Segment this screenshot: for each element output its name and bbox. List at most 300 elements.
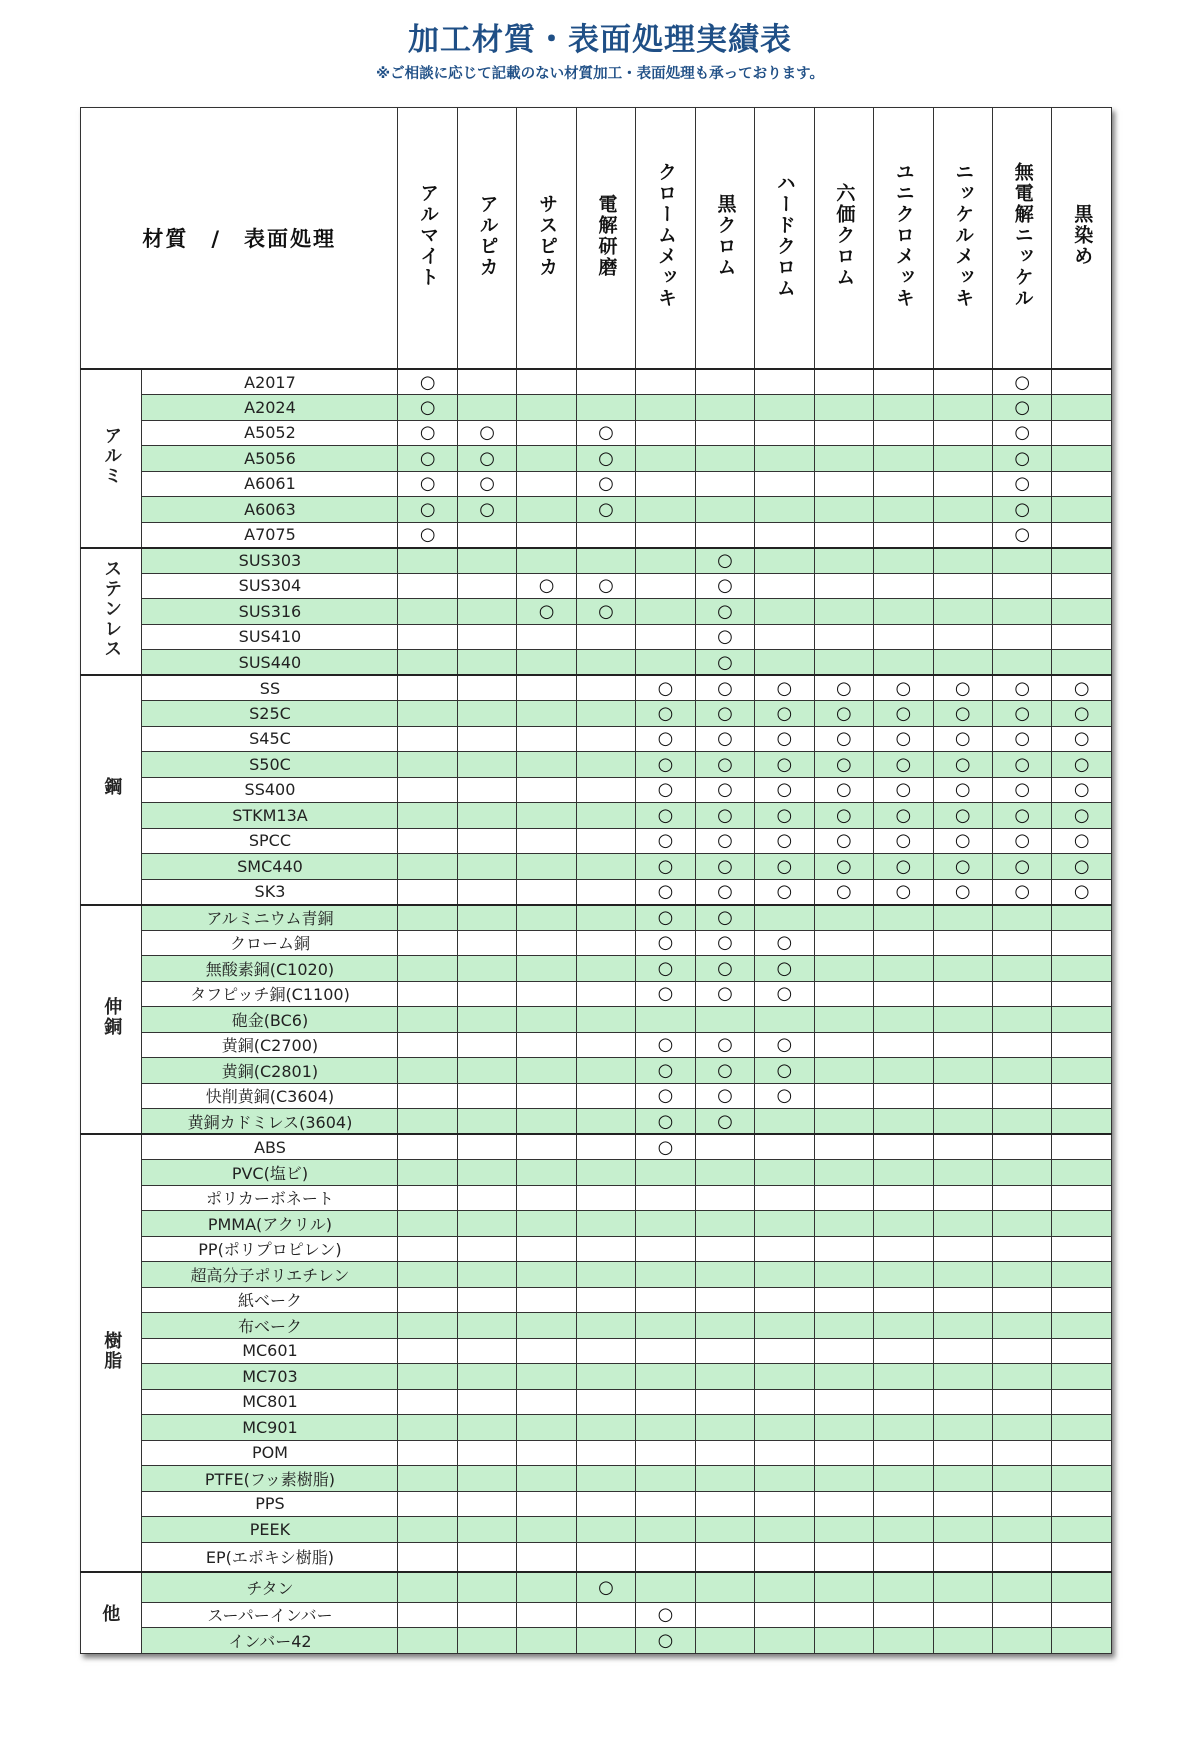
- empty-cell: [1052, 1602, 1112, 1628]
- available-mark: ○: [695, 573, 754, 599]
- available-mark: ○: [1052, 726, 1112, 752]
- empty-cell: [874, 1109, 933, 1135]
- empty-cell: [457, 650, 516, 676]
- empty-cell: [992, 1602, 1051, 1628]
- available-mark: ○: [992, 395, 1051, 421]
- available-mark: ○: [755, 777, 814, 803]
- empty-cell: [933, 1338, 992, 1364]
- material-group-label: アルミ: [101, 425, 123, 486]
- empty-cell: [874, 930, 933, 956]
- empty-cell: [457, 1389, 516, 1415]
- column-header-label: ニッケルメッキ: [952, 162, 975, 309]
- table-row: [81, 1313, 1112, 1339]
- empty-cell: [874, 395, 933, 421]
- available-mark: ○: [755, 828, 814, 854]
- available-mark: ○: [695, 777, 754, 803]
- empty-cell: [933, 573, 992, 599]
- empty-cell: [874, 905, 933, 931]
- empty-cell: [755, 522, 814, 548]
- empty-cell: [874, 1134, 933, 1160]
- table-row: [81, 369, 1112, 395]
- empty-cell: [517, 1517, 576, 1543]
- table-row: [81, 1572, 1112, 1602]
- empty-cell: [398, 854, 457, 880]
- empty-cell: [933, 1083, 992, 1109]
- empty-cell: [992, 1058, 1051, 1084]
- material-name: A6061: [142, 471, 398, 497]
- empty-cell: [992, 1491, 1051, 1517]
- empty-cell: [814, 930, 873, 956]
- empty-cell: [517, 1211, 576, 1237]
- available-mark: ○: [576, 599, 635, 625]
- empty-cell: [576, 1160, 635, 1186]
- table-body: [81, 369, 1112, 1653]
- empty-cell: [874, 981, 933, 1007]
- empty-cell: [933, 522, 992, 548]
- available-mark: ○: [517, 573, 576, 599]
- empty-cell: [398, 1134, 457, 1160]
- column-header: [576, 108, 635, 370]
- empty-cell: [517, 1313, 576, 1339]
- available-mark: ○: [874, 752, 933, 778]
- empty-cell: [992, 1160, 1051, 1186]
- material-name: 黄銅(C2700): [142, 1032, 398, 1058]
- empty-cell: [636, 420, 695, 446]
- available-mark: ○: [695, 548, 754, 574]
- empty-cell: [1052, 369, 1112, 395]
- empty-cell: [457, 1007, 516, 1033]
- empty-cell: [874, 1007, 933, 1033]
- empty-cell: [755, 1491, 814, 1517]
- table-row: [81, 1032, 1112, 1058]
- available-mark: ○: [814, 752, 873, 778]
- empty-cell: [457, 1160, 516, 1186]
- available-mark: ○: [1052, 879, 1112, 905]
- empty-cell: [517, 1109, 576, 1135]
- empty-cell: [755, 1185, 814, 1211]
- empty-cell: [517, 1338, 576, 1364]
- empty-cell: [755, 1602, 814, 1628]
- empty-cell: [814, 624, 873, 650]
- empty-cell: [517, 1262, 576, 1288]
- available-mark: ○: [1052, 701, 1112, 727]
- empty-cell: [992, 1109, 1051, 1135]
- available-mark: ○: [755, 675, 814, 701]
- empty-cell: [755, 497, 814, 523]
- material-group-label: 他: [102, 1603, 121, 1625]
- empty-cell: [814, 573, 873, 599]
- available-mark: ○: [992, 497, 1051, 523]
- empty-cell: [755, 1440, 814, 1466]
- empty-cell: [636, 1236, 695, 1262]
- available-mark: ○: [636, 1134, 695, 1160]
- empty-cell: [1052, 1628, 1112, 1654]
- empty-cell: [457, 1032, 516, 1058]
- empty-cell: [517, 548, 576, 574]
- available-mark: ○: [695, 599, 754, 625]
- empty-cell: [398, 1338, 457, 1364]
- empty-cell: [933, 1134, 992, 1160]
- available-mark: ○: [457, 471, 516, 497]
- available-mark: ○: [695, 1083, 754, 1109]
- available-mark: ○: [398, 471, 457, 497]
- available-mark: ○: [992, 752, 1051, 778]
- empty-cell: [576, 854, 635, 880]
- empty-cell: [992, 1628, 1051, 1654]
- empty-cell: [1052, 930, 1112, 956]
- available-mark: ○: [814, 726, 873, 752]
- material-group: [81, 675, 142, 905]
- empty-cell: [755, 599, 814, 625]
- available-mark: ○: [398, 446, 457, 472]
- empty-cell: [1052, 1542, 1112, 1572]
- empty-cell: [933, 650, 992, 676]
- table-row: [81, 854, 1112, 880]
- empty-cell: [933, 624, 992, 650]
- empty-cell: [398, 1160, 457, 1186]
- column-header-label: ハードクロム: [773, 172, 796, 299]
- empty-cell: [576, 624, 635, 650]
- available-mark: ○: [695, 624, 754, 650]
- empty-cell: [636, 1160, 695, 1186]
- material-name: MC601: [142, 1338, 398, 1364]
- empty-cell: [695, 446, 754, 472]
- corner-label: 材質 / 表面処理: [81, 108, 398, 370]
- empty-cell: [576, 1185, 635, 1211]
- empty-cell: [1052, 1109, 1112, 1135]
- empty-cell: [457, 1287, 516, 1313]
- empty-cell: [695, 1134, 754, 1160]
- material-group-label: 鋼: [101, 777, 123, 798]
- material-name: PVC(塩ビ): [142, 1160, 398, 1186]
- material-name: MC703: [142, 1364, 398, 1390]
- table-row: [81, 624, 1112, 650]
- empty-cell: [517, 1542, 576, 1572]
- empty-cell: [576, 1491, 635, 1517]
- empty-cell: [636, 395, 695, 421]
- empty-cell: [755, 1572, 814, 1602]
- empty-cell: [695, 497, 754, 523]
- empty-cell: [874, 1602, 933, 1628]
- available-mark: ○: [755, 726, 814, 752]
- material-name: 超高分子ポリエチレン: [142, 1262, 398, 1288]
- empty-cell: [933, 1466, 992, 1492]
- empty-cell: [517, 1491, 576, 1517]
- empty-cell: [517, 395, 576, 421]
- empty-cell: [695, 1628, 754, 1654]
- empty-cell: [874, 1160, 933, 1186]
- material-name: ポリカーボネート: [142, 1185, 398, 1211]
- table-row: [81, 828, 1112, 854]
- material-name: POM: [142, 1440, 398, 1466]
- empty-cell: [1052, 1032, 1112, 1058]
- empty-cell: [457, 777, 516, 803]
- available-mark: ○: [874, 701, 933, 727]
- empty-cell: [874, 1364, 933, 1390]
- empty-cell: [1052, 1185, 1112, 1211]
- empty-cell: [576, 1032, 635, 1058]
- available-mark: ○: [933, 777, 992, 803]
- empty-cell: [755, 1313, 814, 1339]
- empty-cell: [814, 395, 873, 421]
- empty-cell: [814, 905, 873, 931]
- empty-cell: [755, 548, 814, 574]
- empty-cell: [814, 369, 873, 395]
- material-name: タフピッチ銅(C1100): [142, 981, 398, 1007]
- empty-cell: [874, 1313, 933, 1339]
- empty-cell: [517, 752, 576, 778]
- empty-cell: [517, 1032, 576, 1058]
- table-row: [81, 1109, 1112, 1135]
- empty-cell: [636, 1440, 695, 1466]
- material-group-label: ステンレス: [101, 558, 123, 659]
- empty-cell: [933, 395, 992, 421]
- empty-cell: [1052, 1262, 1112, 1288]
- empty-cell: [814, 1466, 873, 1492]
- table-row: [81, 1542, 1112, 1572]
- empty-cell: [933, 1628, 992, 1654]
- empty-cell: [457, 369, 516, 395]
- available-mark: ○: [992, 522, 1051, 548]
- empty-cell: [1052, 956, 1112, 982]
- empty-cell: [457, 1517, 516, 1543]
- material-name: PEEK: [142, 1517, 398, 1543]
- empty-cell: [457, 1440, 516, 1466]
- empty-cell: [695, 1007, 754, 1033]
- table-row: [81, 1287, 1112, 1313]
- empty-cell: [874, 1572, 933, 1602]
- empty-cell: [517, 1389, 576, 1415]
- available-mark: ○: [695, 1032, 754, 1058]
- empty-cell: [457, 1602, 516, 1628]
- empty-cell: [576, 1364, 635, 1390]
- available-mark: ○: [874, 726, 933, 752]
- empty-cell: [517, 803, 576, 829]
- empty-cell: [1052, 1572, 1112, 1602]
- table-row: [81, 803, 1112, 829]
- table-row: [81, 1211, 1112, 1237]
- available-mark: ○: [755, 1032, 814, 1058]
- empty-cell: [576, 1083, 635, 1109]
- empty-cell: [874, 1287, 933, 1313]
- empty-cell: [636, 650, 695, 676]
- empty-cell: [576, 956, 635, 982]
- available-mark: ○: [992, 446, 1051, 472]
- column-header-label: 電解研磨: [595, 193, 618, 278]
- material-name: インバー42: [142, 1628, 398, 1654]
- material-name: 紙ベーク: [142, 1287, 398, 1313]
- available-mark: ○: [695, 956, 754, 982]
- empty-cell: [457, 930, 516, 956]
- empty-cell: [636, 1517, 695, 1543]
- empty-cell: [1052, 1083, 1112, 1109]
- empty-cell: [755, 650, 814, 676]
- empty-cell: [576, 930, 635, 956]
- table-row: [81, 599, 1112, 625]
- empty-cell: [814, 1389, 873, 1415]
- empty-cell: [457, 1211, 516, 1237]
- empty-cell: [874, 624, 933, 650]
- table-row: [81, 1628, 1112, 1654]
- empty-cell: [695, 420, 754, 446]
- empty-cell: [695, 1542, 754, 1572]
- available-mark: ○: [992, 828, 1051, 854]
- empty-cell: [398, 1058, 457, 1084]
- available-mark: ○: [398, 497, 457, 523]
- empty-cell: [457, 1542, 516, 1572]
- available-mark: ○: [755, 803, 814, 829]
- empty-cell: [992, 573, 1051, 599]
- empty-cell: [398, 752, 457, 778]
- empty-cell: [1052, 420, 1112, 446]
- empty-cell: [992, 1262, 1051, 1288]
- empty-cell: [933, 1287, 992, 1313]
- empty-cell: [695, 471, 754, 497]
- empty-cell: [457, 1083, 516, 1109]
- empty-cell: [992, 1083, 1051, 1109]
- empty-cell: [636, 446, 695, 472]
- empty-cell: [517, 471, 576, 497]
- column-header-label: 黒染め: [1071, 204, 1094, 267]
- available-mark: ○: [398, 369, 457, 395]
- available-mark: ○: [636, 1032, 695, 1058]
- empty-cell: [814, 1415, 873, 1441]
- empty-cell: [457, 1185, 516, 1211]
- empty-cell: [755, 1517, 814, 1543]
- empty-cell: [755, 446, 814, 472]
- empty-cell: [933, 1109, 992, 1135]
- empty-cell: [398, 879, 457, 905]
- table-row: [81, 879, 1112, 905]
- empty-cell: [517, 1628, 576, 1654]
- empty-cell: [398, 905, 457, 931]
- table-row: [81, 1517, 1112, 1543]
- available-mark: ○: [874, 777, 933, 803]
- empty-cell: [933, 497, 992, 523]
- empty-cell: [933, 1032, 992, 1058]
- empty-cell: [576, 395, 635, 421]
- available-mark: ○: [755, 930, 814, 956]
- empty-cell: [457, 1262, 516, 1288]
- material-group-label: 樹脂: [101, 1330, 123, 1371]
- available-mark: ○: [695, 905, 754, 931]
- empty-cell: [576, 1058, 635, 1084]
- empty-cell: [636, 1364, 695, 1390]
- empty-cell: [457, 752, 516, 778]
- material-name: PP(ポリプロピレン): [142, 1236, 398, 1262]
- empty-cell: [933, 956, 992, 982]
- empty-cell: [874, 1058, 933, 1084]
- empty-cell: [755, 1236, 814, 1262]
- empty-cell: [992, 1415, 1051, 1441]
- empty-cell: [1052, 1466, 1112, 1492]
- available-mark: ○: [695, 828, 754, 854]
- available-mark: ○: [1052, 752, 1112, 778]
- empty-cell: [1052, 1338, 1112, 1364]
- empty-cell: [933, 1262, 992, 1288]
- material-name: S25C: [142, 701, 398, 727]
- available-mark: ○: [755, 701, 814, 727]
- column-header: [517, 108, 576, 370]
- empty-cell: [814, 650, 873, 676]
- material-name: A5056: [142, 446, 398, 472]
- table-row: [81, 1083, 1112, 1109]
- available-mark: ○: [636, 1058, 695, 1084]
- empty-cell: [814, 1109, 873, 1135]
- table-row: [81, 1602, 1112, 1628]
- empty-cell: [517, 1007, 576, 1033]
- available-mark: ○: [933, 854, 992, 880]
- empty-cell: [814, 548, 873, 574]
- material-name: 布ベーク: [142, 1313, 398, 1339]
- material-group: [81, 1572, 142, 1653]
- empty-cell: [457, 905, 516, 931]
- available-mark: ○: [814, 675, 873, 701]
- available-mark: ○: [992, 879, 1051, 905]
- empty-cell: [992, 905, 1051, 931]
- available-mark: ○: [636, 1602, 695, 1628]
- available-mark: ○: [636, 879, 695, 905]
- material-name: A7075: [142, 522, 398, 548]
- empty-cell: [695, 1491, 754, 1517]
- material-name: SPCC: [142, 828, 398, 854]
- available-mark: ○: [933, 752, 992, 778]
- empty-cell: [992, 1517, 1051, 1543]
- table-row: [81, 395, 1112, 421]
- empty-cell: [992, 1364, 1051, 1390]
- empty-cell: [517, 879, 576, 905]
- empty-cell: [933, 1211, 992, 1237]
- material-name: PPS: [142, 1491, 398, 1517]
- empty-cell: [1052, 446, 1112, 472]
- empty-cell: [457, 1572, 516, 1602]
- empty-cell: [636, 1313, 695, 1339]
- column-header: [814, 108, 873, 370]
- empty-cell: [517, 675, 576, 701]
- available-mark: ○: [933, 879, 992, 905]
- empty-cell: [755, 395, 814, 421]
- page-title: 加工材質・表面処理実績表: [408, 22, 792, 58]
- table-row: [81, 1364, 1112, 1390]
- material-name: 無酸素銅(C1020): [142, 956, 398, 982]
- empty-cell: [695, 369, 754, 395]
- available-mark: ○: [814, 777, 873, 803]
- available-mark: ○: [636, 1109, 695, 1135]
- available-mark: ○: [992, 471, 1051, 497]
- empty-cell: [755, 1415, 814, 1441]
- empty-cell: [755, 624, 814, 650]
- empty-cell: [992, 1287, 1051, 1313]
- empty-cell: [755, 1364, 814, 1390]
- available-mark: ○: [1052, 675, 1112, 701]
- empty-cell: [933, 1542, 992, 1572]
- empty-cell: [398, 981, 457, 1007]
- empty-cell: [992, 548, 1051, 574]
- empty-cell: [398, 1491, 457, 1517]
- empty-cell: [576, 1313, 635, 1339]
- empty-cell: [814, 1517, 873, 1543]
- available-mark: ○: [457, 497, 516, 523]
- column-header: [933, 108, 992, 370]
- empty-cell: [695, 1517, 754, 1543]
- empty-cell: [457, 1338, 516, 1364]
- empty-cell: [576, 1338, 635, 1364]
- material-name: 黄銅カドミレス(3604): [142, 1109, 398, 1135]
- empty-cell: [1052, 497, 1112, 523]
- available-mark: ○: [933, 803, 992, 829]
- empty-cell: [517, 701, 576, 727]
- table-row: [81, 675, 1112, 701]
